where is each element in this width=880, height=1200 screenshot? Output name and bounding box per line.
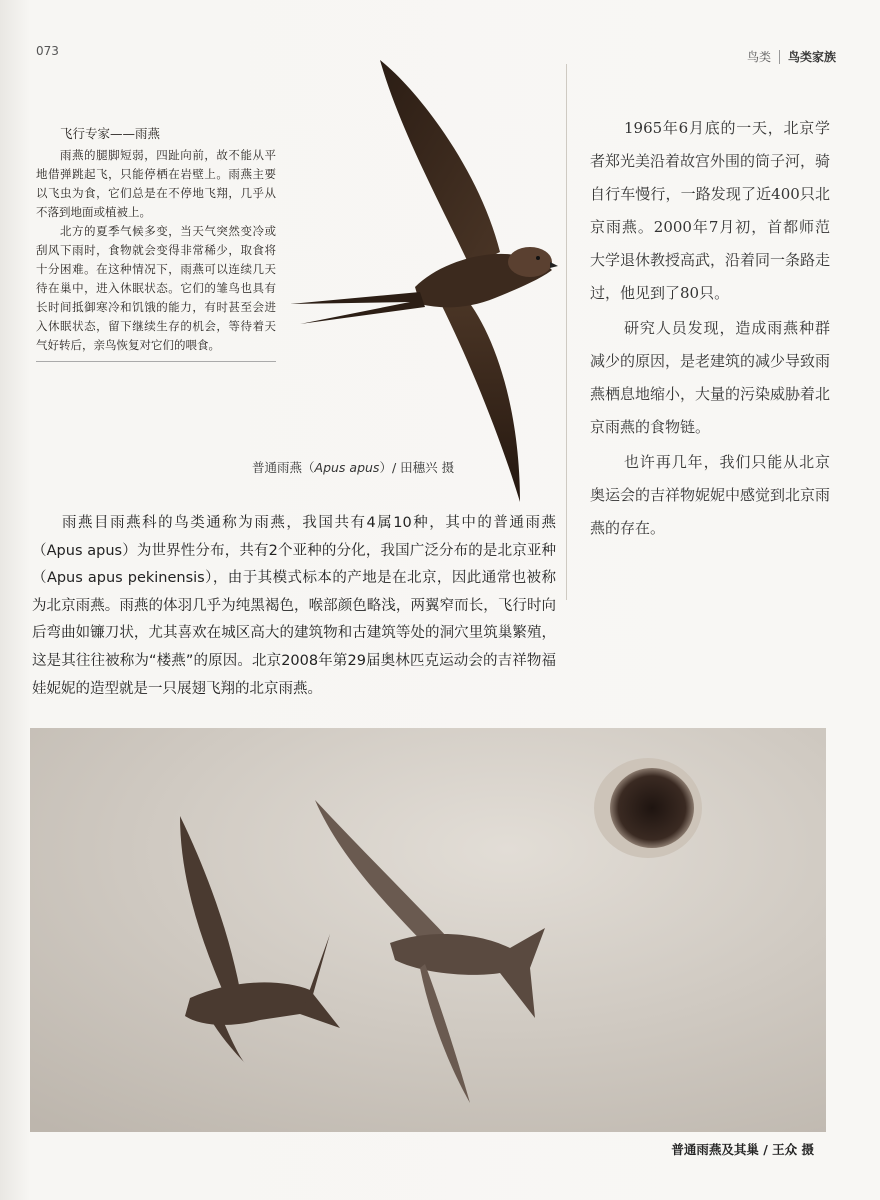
running-header-section: 鸟类 xyxy=(746,50,771,64)
page-number: 073 xyxy=(36,44,59,58)
caption-top-latin: Apus apus xyxy=(314,460,380,475)
right-column-paragraph: 研究人员发现，造成雨燕种群减少的原因，是老建筑的减少导致雨燕栖息地缩小，大量的污染威胁着北京雨燕的食物链。 xyxy=(590,319,831,436)
swifts-nest-photo xyxy=(30,728,826,1132)
right-column-paragraph: 也许再几年，我们只能从北京奥运会的吉祥物妮妮中感觉到北京雨燕的存在。 xyxy=(590,453,831,537)
column-divider xyxy=(566,64,567,600)
right-column xyxy=(590,112,830,547)
running-header xyxy=(747,48,836,65)
swift-photo xyxy=(280,52,570,512)
header-divider xyxy=(779,50,780,64)
right-column-paragraph: 1965年6月底的一天，北京学者郑光美沿着故宫外围的筒子河，骑自行车慢行，一路发现了近400只北京雨燕。2000年7月初，首都师范大学退休教授高武，沿着同一条路走过，他见到了80只。 xyxy=(590,119,831,302)
swifts-nest-illustration xyxy=(30,728,826,1132)
sidebar-title: 飞行专家——雨燕 xyxy=(60,126,161,141)
sidebar-paragraph: 雨燕的腿脚短弱，四趾向前，故不能从平地借弹跳起飞，只能停栖在岩壁上。雨燕主要以飞虫为食，它们总是在不停地飞翔，几乎从不落到地面或植被上。 xyxy=(36,148,276,219)
sidebar-box xyxy=(36,112,276,362)
photo-caption-top xyxy=(252,458,454,476)
photo-caption-bottom: 普通雨燕及其巢 / 王众 摄 xyxy=(671,1142,814,1157)
caption-top-prefix: 普通雨燕（ xyxy=(252,460,315,475)
running-header-chapter: 鸟类家族 xyxy=(787,50,836,64)
caption-top-suffix: ）/ 田穗兴 摄 xyxy=(379,460,455,475)
sidebar-paragraph: 北方的夏季气候多变，当天气突然变冷或刮风下雨时，食物就会变得非常稀少，取食将十分困难。在这种情况下，雨燕可以连续几天待在巢中，进入休眠状态。它们的雏鸟也具有长时间抵御寒冷和饥饿的能力，有时甚至会进入休眠状态，留下继续生存的机会，等待着天气好转后，亲鸟恢复对它们的喂食。 xyxy=(36,224,276,352)
main-paragraph: 雨燕目雨燕科的鸟类通称为雨燕，我国共有4属10种，其中的普通雨燕（Apus apus）为世界性分布，共有2个亚种的分化，我国广泛分布的是北京亚种（Apus apus pekinensis），由于其模式标本的产地是在北京，因此通常也被称为北京雨燕。雨燕的体羽几乎为纯黑褐色，喉部颜色略浅，两翼窄而长，飞行时向后弯曲如镰刀状，尤其喜欢在城区高大的建筑物和古建筑等处的洞穴里筑巢繁殖，这是其往往被称为“楼燕”的原因。北京2008年第29届奥林匹克运动会的吉祥物福娃妮妮的造型就是一只展翅飞翔的北京雨燕。 xyxy=(32,515,556,697)
